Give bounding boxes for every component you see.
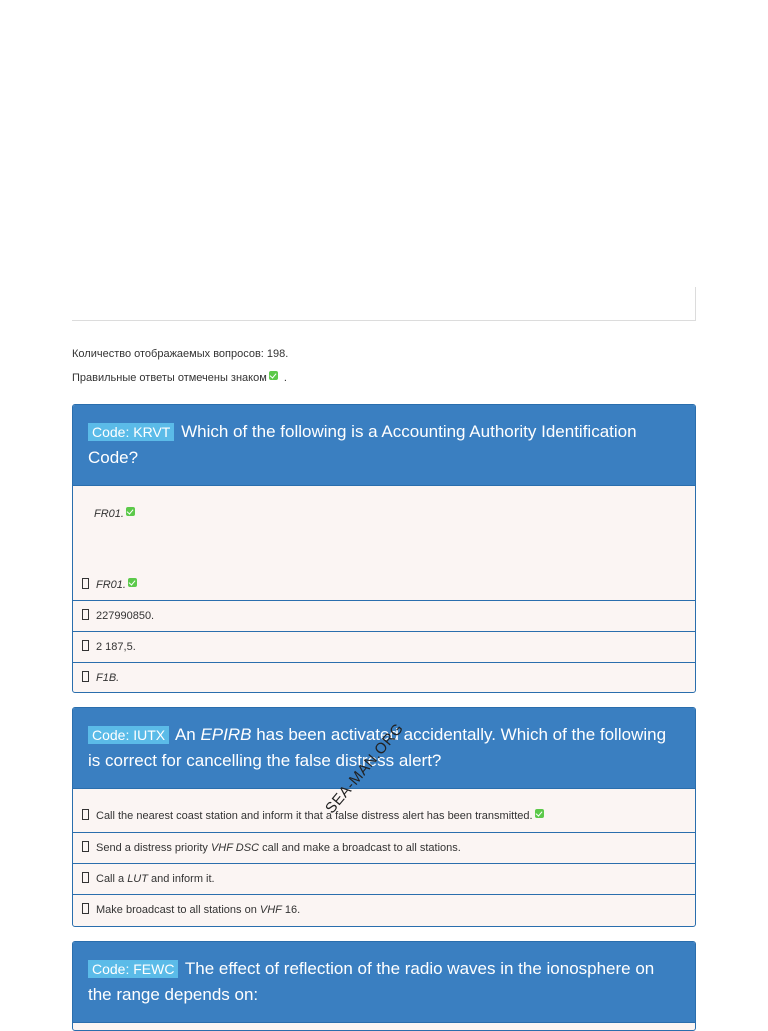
preview-answer <box>94 507 135 520</box>
search-box-frame <box>72 287 696 321</box>
question-card-fewc <box>72 941 696 1031</box>
option-row[interactable] <box>73 663 695 693</box>
answer-preview <box>73 486 695 601</box>
check-icon <box>126 507 135 516</box>
option-row[interactable] <box>73 601 695 632</box>
question-card-krvt <box>72 404 696 693</box>
option-row[interactable] <box>73 895 695 926</box>
preview-answer-text: FR01. <box>94 508 124 520</box>
option-row[interactable] <box>73 632 695 663</box>
option-text-post: and inform it. <box>147 873 215 885</box>
option-text-post: call and make a broadcast to all stations. <box>259 842 461 854</box>
question-text-pre: An <box>174 725 201 744</box>
option-row[interactable] <box>73 864 695 895</box>
radio-icon[interactable] <box>82 671 89 682</box>
radio-icon[interactable] <box>82 872 89 883</box>
check-icon <box>535 809 544 818</box>
option-text-em: VHF <box>259 904 282 916</box>
option-row[interactable] <box>73 833 695 864</box>
option-text-em: VHF DSC <box>210 842 260 854</box>
radio-icon[interactable] <box>82 841 89 852</box>
radio-icon[interactable] <box>82 809 89 820</box>
option-text: Call the nearest coast station and inform it that a false distress alert has been transmitted. <box>96 810 533 822</box>
check-icon <box>128 578 137 587</box>
code-badge: Code: KRVT <box>88 423 174 441</box>
option-row[interactable] <box>73 789 695 833</box>
question-count: Количество отображаемых вопросов: 198. <box>72 348 289 360</box>
radio-icon[interactable] <box>82 640 89 651</box>
option-text: 227990850. <box>96 610 155 622</box>
check-icon <box>269 371 278 380</box>
option-text-pre: Send a distress priority <box>96 842 211 854</box>
radio-icon[interactable] <box>82 609 89 620</box>
question-text-em: EPIRB <box>200 725 252 744</box>
watermark: SEA-MAN.ORG <box>322 720 408 817</box>
code-badge: Code: FEWC <box>88 960 178 978</box>
option-text-em: LUT <box>127 873 148 885</box>
question-text-post: has been activated accidentally. Which of the following is correct for cancelling the false distress alert? <box>88 725 667 770</box>
option-row[interactable] <box>82 578 137 591</box>
question-text: The effect of reflection of the radio waves in the ionosphere on the range depends on: <box>88 959 655 1004</box>
option-text: 2 187,5. <box>96 641 136 653</box>
question-header <box>73 942 695 1023</box>
question-header <box>73 405 695 486</box>
option-text: F1B. <box>96 672 120 684</box>
question-text: Which of the following is a Accounting Authority Identification Code? <box>88 422 637 467</box>
legend-suffix: . <box>283 372 287 384</box>
option-text-pre: Call a <box>96 873 128 885</box>
legend-text: Правильные ответы отмечены знаком <box>72 372 267 384</box>
radio-icon[interactable] <box>82 578 89 589</box>
legend-line <box>72 371 287 384</box>
radio-icon[interactable] <box>82 903 89 914</box>
option-text-post: 16. <box>281 904 301 916</box>
code-badge: Code: IUTX <box>88 726 169 744</box>
option-text-pre: Make broadcast to all stations on <box>96 904 260 916</box>
option-text: FR01. <box>96 579 126 591</box>
